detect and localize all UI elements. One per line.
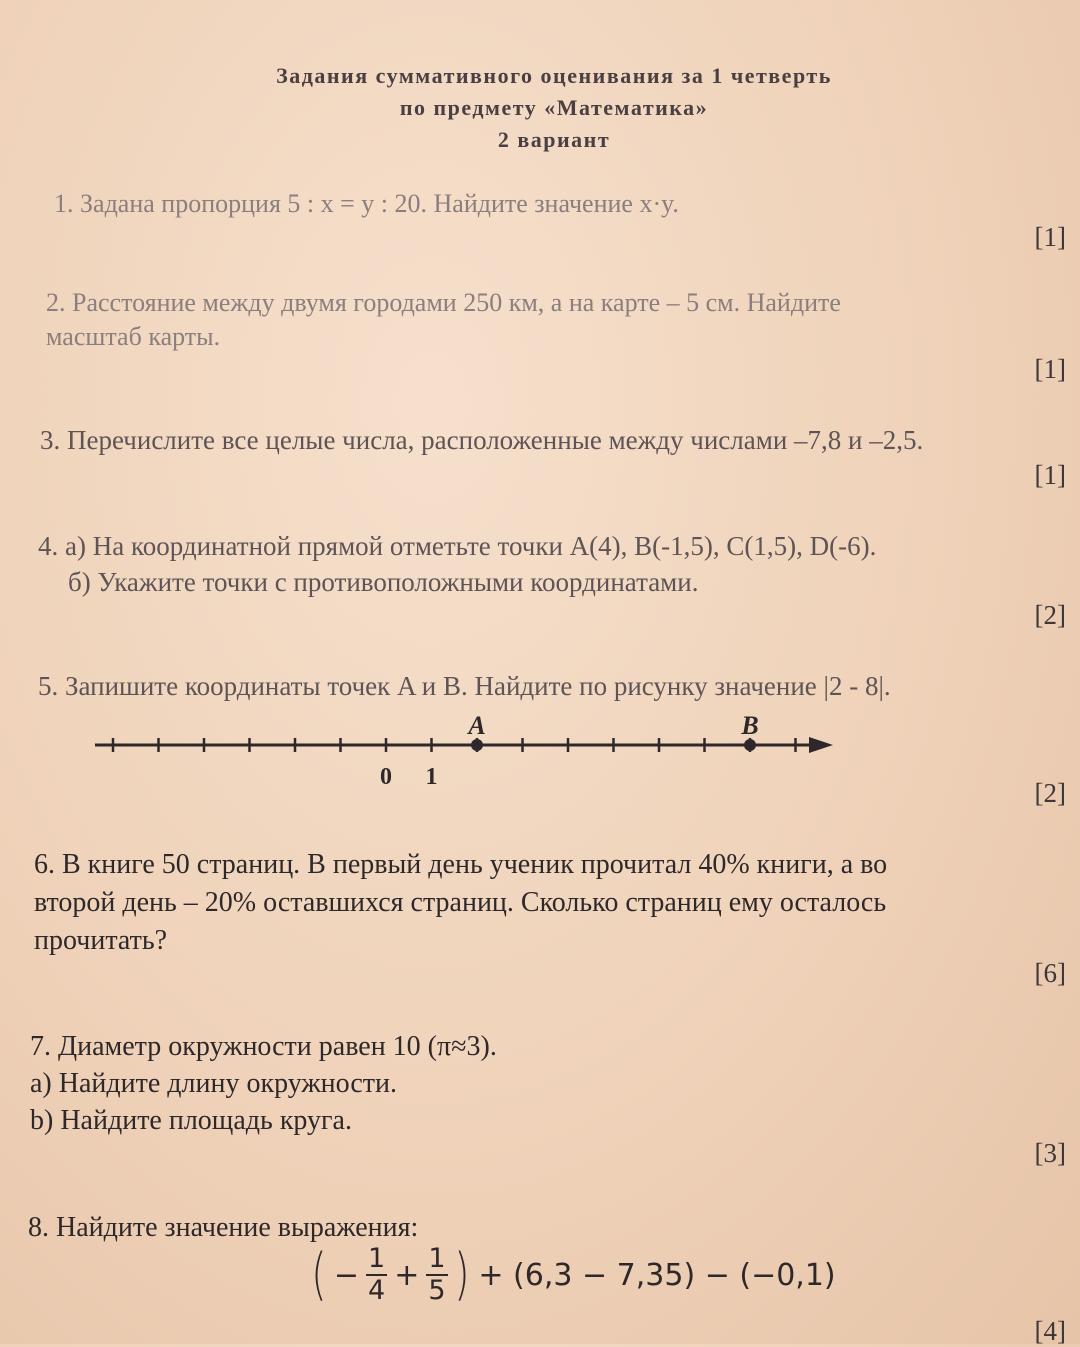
task-4 — [38, 528, 876, 600]
number-line-svg — [95, 712, 845, 792]
task-6-line-2: второй день – 20% оставшихся страниц. Сколько страниц ему осталось — [34, 887, 887, 918]
header-subject: по предмету «Математика» — [399, 95, 709, 120]
frac-1-denominator: 4 — [368, 1275, 386, 1306]
expr-minus: − — [333, 1257, 359, 1293]
task-1 — [54, 186, 679, 222]
task-7-line-2: а) Найдите длину окружности. — [30, 1068, 398, 1099]
task-7-score: [3] — [1034, 1138, 1066, 1168]
task-6-score: [6] — [1034, 958, 1066, 988]
expr-open-paren: ( — [311, 1242, 327, 1307]
point-b-label: B — [741, 711, 759, 740]
header-title: Задания суммативного оценивания за 1 четверть — [276, 63, 832, 88]
task-2-line-1: 2. Расстояние между двумя городами 250 км, а на карте – 5 см. Найдите — [46, 288, 841, 317]
point-a-dot — [471, 739, 483, 751]
point-a-label: A — [468, 711, 486, 740]
task-3-line-1: 3. Перечислите все целые числа, расположенные между числами –7,8 и –2,5. — [40, 425, 924, 455]
number-line-figure — [95, 712, 845, 792]
expr-fraction-1 — [366, 1244, 387, 1306]
tick-label-zero: 0 — [380, 764, 392, 790]
task-6 — [34, 846, 887, 960]
frac-1-numerator: 1 — [368, 1243, 386, 1274]
frac-2-numerator: 1 — [428, 1243, 446, 1274]
task-7 — [30, 1028, 497, 1139]
task-8-line-1: 8. Найдите значение выражения: — [28, 1212, 419, 1243]
task-5 — [38, 668, 891, 704]
task-6-line-1: 6. В книге 50 страниц. В первый день ученик прочитал 40% книги, а во — [34, 849, 888, 880]
task-2-score: [1] — [1034, 354, 1066, 384]
task-8 — [28, 1210, 418, 1246]
task-8-expression — [308, 1244, 836, 1306]
task-4-line-2: б) Укажите точки с противоположными координатами. — [68, 567, 699, 597]
expr-rest: + (6,3 − 7,35) − (−0,1) — [478, 1257, 836, 1293]
task-4-line-1: 4. а) На координатной прямой отметьте точки A(4), B(-1,5), C(1,5), D(-6). — [38, 531, 877, 561]
task-1-line-1: 1. Задана пропорция 5 : x = y : 20. Найдите значение x·y. — [54, 189, 679, 218]
task-2 — [46, 286, 841, 354]
tick-label-one: 1 — [425, 764, 438, 790]
frac-2-denominator: 5 — [428, 1275, 446, 1306]
header-variant: 2 вариант — [497, 127, 611, 152]
task-1-score: [1] — [1034, 222, 1066, 252]
number-line-arrow-icon — [809, 737, 833, 753]
expr-close-paren: ) — [453, 1242, 470, 1307]
task-4-score: [2] — [1034, 600, 1066, 630]
task-3-score: [1] — [1034, 460, 1066, 490]
task-6-line-3: прочитать? — [34, 925, 168, 956]
task-3 — [40, 422, 923, 458]
task-7-line-3: b) Найдите площадь круга. — [30, 1105, 352, 1136]
task-2-line-2: масштаб карты. — [46, 322, 221, 351]
task-5-score: [2] — [1034, 778, 1066, 808]
task-7-line-1: 7. Диаметр окружности равен 10 (π≈3). — [30, 1031, 497, 1062]
expr-plus: + — [394, 1257, 420, 1293]
task-8-score: [4] — [1034, 1316, 1066, 1346]
point-b-dot — [744, 739, 756, 751]
worksheet-header — [0, 60, 1080, 156]
task-5-line-1: 5. Запишите координаты точек A и B. Найдите по рисунку значение |2 - 8|. — [38, 671, 891, 701]
expr-fraction-2 — [426, 1244, 447, 1306]
